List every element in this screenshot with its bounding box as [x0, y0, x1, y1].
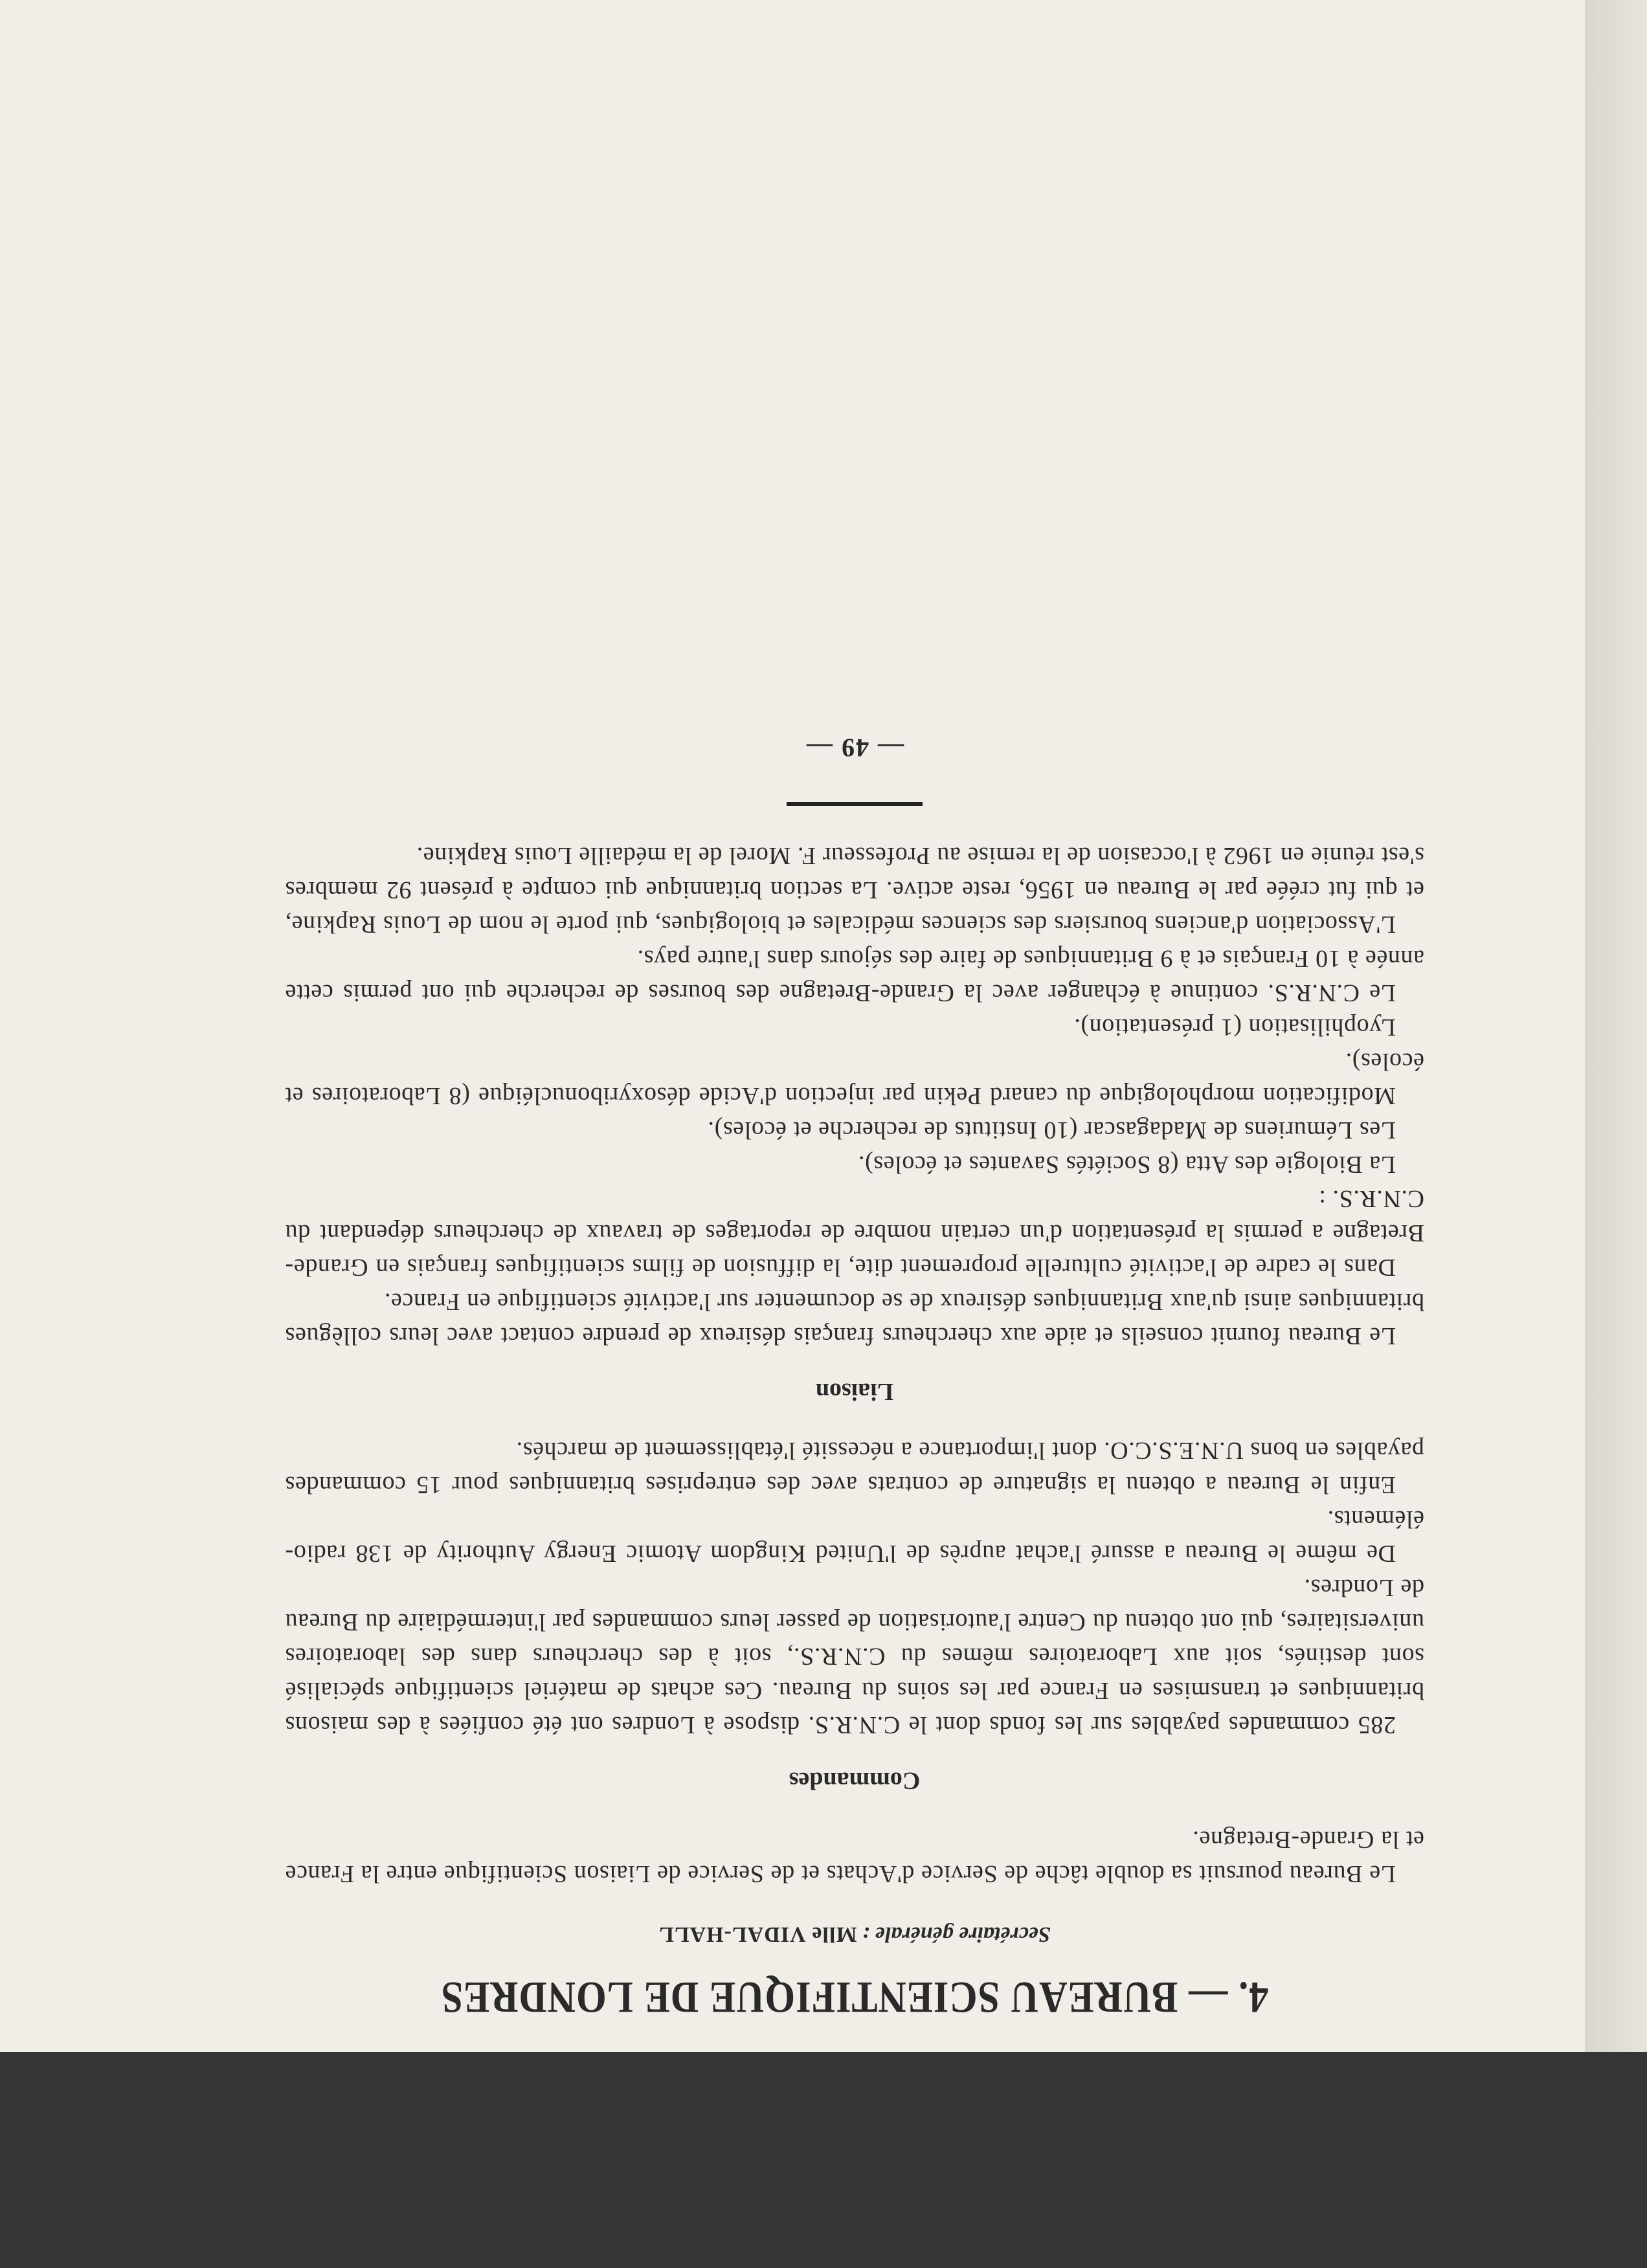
commandes-paragraph-2: De même le Bureau a assuré l'achat auprès de l'United Kingdom Atomic Energy Authority de 138 radio-éléments. [285, 1506, 1424, 1567]
commandes-paragraph-3: Enfin le Bureau a obtenu la signature de contrats avec des entreprises britanniques pour 15 commandes payables en bons U.N.E.S.C.O. dont l'importance a nécessité l'établissement de marchés. [285, 1437, 1424, 1498]
film-item: La Biologie des Atta (8 Sociétés Savantes et écoles). [858, 1151, 1396, 1178]
section-heading-liaison: Liaison [815, 1378, 894, 1405]
liaison-paragraph-1: Le Bureau fournit conseils et aide aux chercheurs français désireux de prendre contact avec leurs collègues britanniques ainsi qu'aux Britanniques désireux de se documenter sur l'activité scientifique en France. [285, 1288, 1424, 1350]
page-number: — 49 — [805, 733, 904, 762]
commandes-paragraph-1: 285 commandes payables sur les fonds dont le C.N.R.S. dispose à Londres ont été confiées à des maisons britanniques et transmises en France par les soins du Bureau. Ces achats de matériel scientifique spécialisé sont destinés, soit aux Laboratoires mêmes du C.N.R.S., soit à des chercheurs dans des laboratoires universitaires, qui ont obtenu du Centre l'autorisation de passer leurs commandes par l'intermédiaire du Bureau de Londres. [285, 1574, 1424, 1739]
secretary-label: Secrétaire générale : [862, 1922, 1051, 1946]
scanner-bed-background [0, 2052, 1647, 2268]
secretary-line [285, 1922, 1424, 1946]
document-page-rotated [285, 207, 1424, 2023]
closing-rule [787, 802, 923, 806]
section-heading-commandes: Commandes [789, 1767, 921, 1794]
secretary-name: Mlle VIDAL-HALL [658, 1922, 857, 1946]
film-item: Modification morphologique du canard Pekin par injection d'Acide désoxyribonucléique (8 Laboratoires et écoles). [285, 1048, 1424, 1109]
film-item: Lyophilisation (1 présentation). [1073, 1014, 1396, 1041]
liaison-paragraph-3: Le C.N.R.S. continue à échanger avec la Grande-Bretagne des bourses de recherche qui ont permis cette année à 10 Français et à 9 Britanniques de faire des séjours dans l'autre pays. [285, 945, 1424, 1006]
film-item: Les Lémuriens de Madagascar (10 Instituts de recherche et écoles). [707, 1117, 1396, 1144]
liaison-paragraph-4: L'Association d'anciens boursiers des sciences médicales et biologiques, qui porte le nom de Louis Rapkine, et qui fut créée par le Bureau en 1956, reste active. La section britannique qui compte à présent 92 membres s'est réunie en 1962 à l'occasion de la remise au Professeur F. Morel de la médaille Louis Rapkine. [285, 842, 1424, 938]
page-title: 4. — BUREAU SCIENTIFIQUE DE LONDRES [440, 1973, 1269, 2023]
liaison-paragraph-2: Dans le cadre de l'activité culturelle proprement dite, la diffusion de films scientifiques français en Grande-Bretagne a permis la présentation d'un certain nombre de reportages de travaux de chercheurs dépendant du C.N.R.S. : [285, 1185, 1424, 1281]
intro-paragraph: Le Bureau poursuit sa double tâche de Service d'Achats et de Service de Liaison Scientifique entre la France et la Grande-Bretagne. [285, 1826, 1424, 1887]
book-spine-edge [1585, 0, 1647, 2052]
